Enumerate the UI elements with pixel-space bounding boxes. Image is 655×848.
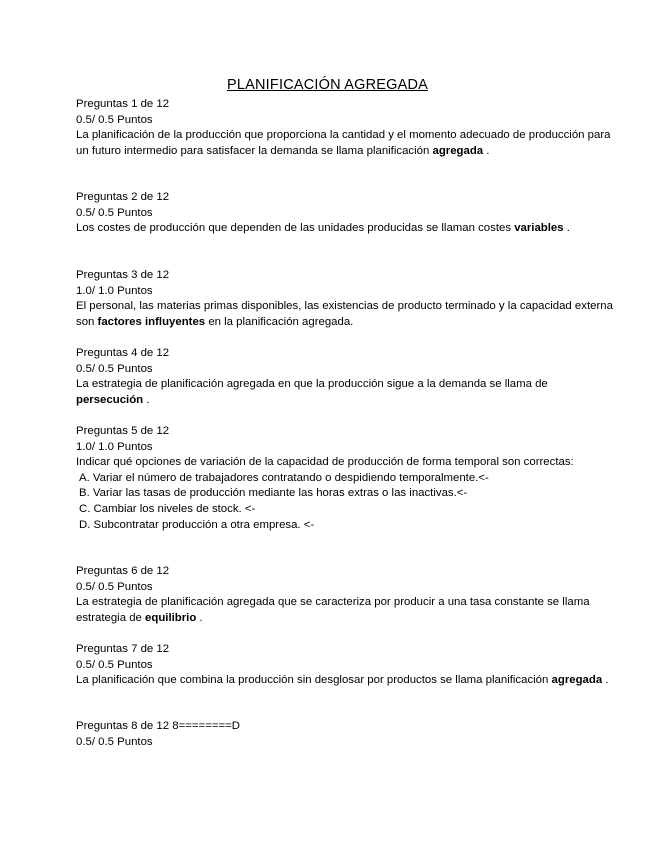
question-text: El personal, las materias primas disponibles, las existencias de producto terminado y la capacidad externa son factores influyentes en la planificación agregada. (76, 300, 613, 328)
question-5 (76, 424, 616, 533)
question-text: La estrategia de planificación agregada en que la producción sigue a la demanda se llama de persecución . (76, 378, 548, 406)
question-score: 1.0/ 1.0 Puntos (76, 284, 153, 297)
answer-option-b: B. Variar las tasas de producción mediante las horas extras o las inactivas.<- (79, 487, 468, 500)
question-answer: variables (514, 222, 564, 235)
question-text: La planificación que combina la producción sin desglosar por productos se llama planificación agregada . (76, 674, 609, 687)
question-score: 0.5/ 0.5 Puntos (76, 580, 153, 593)
question-score: 0.5/ 0.5 Puntos (76, 658, 153, 671)
question-3 (76, 268, 616, 330)
answer-option-c: C. Cambiar los niveles de stock. <- (79, 502, 256, 515)
question-score: 0.5/ 0.5 Puntos (76, 735, 153, 748)
question-header: Preguntas 6 de 12 (76, 565, 170, 577)
question-4 (76, 346, 616, 408)
question-score: 0.5/ 0.5 Puntos (76, 206, 153, 219)
question-score: 0.5/ 0.5 Puntos (76, 113, 153, 126)
answer-option-d: D. Subcontratar producción a otra empresa. <- (79, 518, 315, 531)
question-header: Preguntas 7 de 12 (76, 643, 170, 655)
question-header: Preguntas 5 de 12 (76, 425, 170, 437)
question-7 (76, 642, 616, 689)
answer-option-a: A. Variar el número de trabajadores contratando o despidiendo temporalmente.<- (79, 471, 489, 484)
question-header: Preguntas 4 de 12 (76, 347, 170, 359)
question-answer: agregada (432, 144, 484, 157)
question-1 (76, 97, 616, 159)
question-8 (76, 719, 616, 750)
question-text: Indicar qué opciones de variación de la capacidad de producción de forma temporal son correctas: (76, 456, 574, 469)
question-answer: agregada (551, 674, 603, 687)
question-text: La planificación de la producción que proporciona la cantidad y el momento adecuado de producción para un futuro intermedio para satisfacer la demanda se llama planificación agregada . (76, 129, 611, 157)
question-answer: persecución (76, 393, 144, 406)
question-text: Los costes de producción que dependen de las unidades producidas se llaman costes variables . (76, 222, 570, 235)
question-score: 1.0/ 1.0 Puntos (76, 440, 153, 453)
question-answer: factores influyentes (97, 315, 206, 328)
question-text: La estrategia de planificación agregada que se caracteriza por producir a una tasa constante se llama estrategia de equilibrio . (76, 596, 590, 624)
question-6 (76, 564, 616, 626)
question-header: Preguntas 3 de 12 (76, 269, 170, 281)
question-answer: equilibrio (145, 611, 197, 624)
question-header: Preguntas 1 de 12 (76, 98, 170, 110)
question-header: Preguntas 8 de 12 8========D (76, 720, 241, 732)
question-score: 0.5/ 0.5 Puntos (76, 362, 153, 375)
question-header: Preguntas 2 de 12 (76, 191, 170, 203)
document-title: PLANIFICACIÓN AGREGADA (227, 77, 428, 93)
question-2 (76, 190, 616, 237)
